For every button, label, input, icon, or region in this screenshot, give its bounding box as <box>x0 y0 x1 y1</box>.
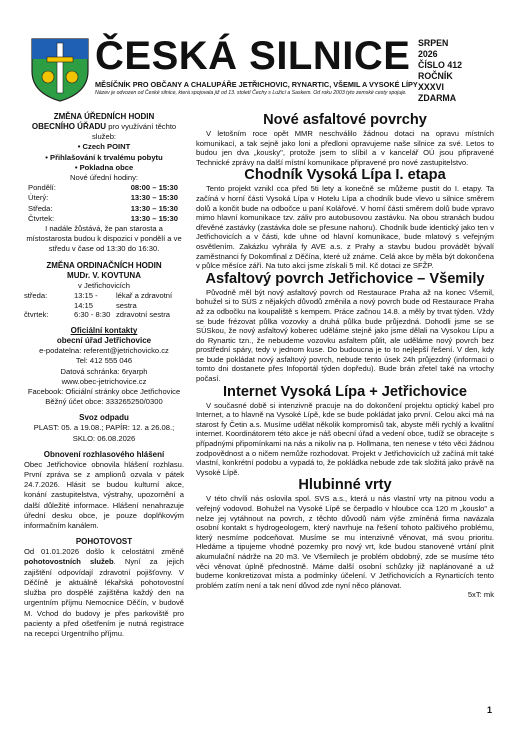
page-number: 1 <box>486 705 492 715</box>
office-hours-subheading: OBECNÍHO ÚŘADU pro využívání těchto služeb: <box>31 122 177 142</box>
doctor-place: v Jetřichovicích <box>78 280 130 290</box>
office-hours-heading: ZMĚNA ÚŘEDNÍCH HODIN <box>53 112 155 121</box>
waste-schedule: PLAST: 05. a 19.08.; PAPÍR: 12. a 26.08.; SKLO: 06.08.2026 <box>33 423 175 443</box>
doctor-time: 13:15 - 14:15 <box>74 290 98 310</box>
contact-phone: Tel: 412 555 046 <box>75 356 133 366</box>
newspaper-subtitle: MĚSÍČNÍK PRO OBČANY A CHALUPÁŘE JETŘICHOVIC, RYNARTIC, VŠEMIL A VYSOKÉ LÍPY <box>95 80 418 89</box>
article-text: V současné době si intenzivně pracuje na do dokončení projektu optický kabel pro Internet, a to hlavně na Vysoké Lípě, kde se bude pokládat jako první. Celou akci má na starost fy Četin a.s. Musíme udělat několik kompromisů tak, abyste měli rychlý a kvalitní internet. Koordinátorem této akce je náš obecní úřad a vedení obce, tudíž se obracejte s případnými připomínkami na nás a nikoliv na p. Hollmana, ten nenese v této věci žádnou zodpovědnost a o ničem nemůže rozhodovat. Projekt v Jetřichovicích už začíná mít také vlastní, konkrétní podobu a vypadá to, že pokládka nebude zde tak složitá jako právě na Vysoké Lípě. <box>196 400 495 477</box>
doctor-day: čtvrtek: <box>24 310 49 320</box>
article-text: Tento projekt vznikl cca před 5ti lety a konečně se můžeme pustit do I. etapy. Ta začíná v horní části Vysoká Lípa v Hotelu Lípa a chodník bude vlevo u silnice směrem dolů a končit bude na odbočce u paní Kolářové. V horní části směrem dolů bude vpravo mimo hlavní komunikace tzv. záliv pro autobusovou zastávku. Na obou stranách budou dřevěné zastávky (zastávka dole se přesune nahoru). Chodník bude identický jako ten v Jetřichovicích a v části, kde uhne od hlavní komunikace, bude mlatový s veřejným osvětlením. Zakázku vyhrála fy AVE a.s. z Prahy a stavbu budou provádět bývalí zaměstnanci fy Dokomfinal z Děčína, které už známe. Celá akce by měla být dokončena v půlce měsíce září. Na tuto akci jsme získali 5 mil. Kč dotaci ze SFŽP. <box>196 184 494 271</box>
doctor-hours-heading: ZMĚNA ORDINAČNÍCH HODIN <box>46 260 162 270</box>
sidebar-column <box>24 112 184 639</box>
doctor-staff: zdravotní sestra <box>116 310 171 320</box>
service-item: • Czech POINT <box>77 142 131 152</box>
contacts-heading: Oficiální kontakty <box>70 326 138 336</box>
municipal-crest-icon <box>30 37 90 102</box>
issue-volume-label: ROČNÍK <box>418 71 453 81</box>
hours-title: Nové úřední hodiny: <box>70 173 138 183</box>
hours-row: Středa: 13:30 – 15:30 <box>28 203 178 213</box>
service-item: • Pokladna obce <box>74 162 134 172</box>
doctor-day: středa: <box>24 290 48 300</box>
renewal-heading: Obnovení rozhlasového hlášení <box>43 449 165 459</box>
newspaper-title: ČESKÁ SILNICE <box>95 34 411 78</box>
doctor-staff: lékař a zdravotní sestra <box>116 290 173 310</box>
article-text: V této chvíli nás oslovila spol. SVS a.s., která u nás vlastní vrty na pitnou vodu a veřejný vodovod. Bohužel na Vysoké Lípě se čerpadlo v hloubce cca 120 m „kouslo" a nelze jej vytáhnout na povrch, z těchto důvodů nám výše zmíněná firma navázala osobní kontakt s hydrogeologem, který navrhuje na řešení tohoto palčivého problému, který nesmíme podceňovat. Musíme se mu intenzivně věnovat, má svou prioritu. Hledáme a tipujeme vhodné pozemky pro nový vrt, kde budou stanovené vrtání plnit akumulační nádrže na 20 m3. Ve Všemilech je problém obdobný, zde se musíme této věci věnovat úplně přednostně. Máme další osobní schůzky již naplánované a už budeme konkretizovat místa a podmínky účelení. V Jetřichovicích a Rynarticích tento problém zatím není a tak není důvod zde nyní něco plánovat. <box>196 494 494 590</box>
office-note: I nadále žůstává, že pan starosta a místostarosta budou k dispozici v pondělí a ve středu v čase od 13:30 do 16:30. <box>26 224 182 254</box>
hours-row: Úterý: 13:30 – 15:30 <box>28 193 178 203</box>
masthead-note: Název je odvozen od České silnice, která spojovala již od 13. století Čechy s Lužicí a Saskem. Od roku 2003 tyto zemské cesty spojuje. <box>95 90 407 96</box>
issue-month: SRPEN <box>418 38 449 48</box>
issue-price: ZDARMA <box>418 93 457 103</box>
article-title: Internet Vysoká Lípa + Jetřichovice <box>222 383 467 400</box>
contact-databox: Datová schránka: 6ryarph <box>60 366 148 376</box>
doctor-time: 6:30 - 8:30 <box>74 310 111 320</box>
contact-email[interactable]: e-podatelna: referent@jetrichovicko.cz <box>39 346 169 356</box>
article-signature: 5xT: mk <box>467 590 494 600</box>
hours-row: Čtvrtek: 13:30 – 15:30 <box>28 213 178 223</box>
article-text: Původně měl být nový asfaltový povrch od Restaurace Praha až na konec Všemil, bohužel si to SÚS z nějakých důvodů změnila a nový povrch bude od Restaurace Praha až za odbočku na koupaliště s kempem. Práce začnou 14.8. a měly by trvat týden. Vždy se bude frézovat půlka vozovky a druhá půlka bude průjezdná. Dohodli jsme se se SÚSkou, že nový asfaltový koberec uděláme stejně jako jsme dělali na Vysokou Lípu a do Rynartic tzn., že nebudeme vozovku asfaltem půlit, ale uděláme nový povrch bez prostřední spáry, tedy v jednom kuse. Do budoucna je to to nejlepší řešení. V den, kdy se bude pokládat nový asfaltový povrch, nebude tento úsek 24h průjezdný (informaci o tomto dni dostanete přes Infoportál týden dopředu). Bude brán zřetel také na vrtochy počasí. <box>196 287 494 384</box>
emergency-text: Od 01.01.2026 došlo k celostátní změně pohotovostních služeb. Nyní za jejich zajištění odpovídají zdravotní pojišťovny. V Děčíně je aktuálně lékařská pohotovostní služba pro dospělé zajištěna každý den na urgentním příjmu Nemocnice Děčín, v budově M. Vchod do budovy je přes parkoviště pro pacienty a před ošetřením je nutná registrace na recepci Urgentního příjmu. <box>24 547 184 638</box>
contact-website[interactable]: www.obec-jetrichovice.cz <box>61 376 147 386</box>
issue-number: ČÍSLO 412 <box>418 60 463 70</box>
doctor-name: MUDr. V. KOVTUNA <box>67 270 141 280</box>
article-title: Chodník Vysoká Lípa I. etapa <box>244 167 446 184</box>
issue-volume: XXXVI <box>418 82 444 92</box>
articles-column <box>196 112 494 600</box>
contacts-subheading: obecní úřad Jetřichovice <box>56 336 152 346</box>
emergency-heading: POHOTOVOST <box>75 537 133 547</box>
doctor-hours-table <box>24 291 184 320</box>
masthead <box>0 0 510 104</box>
waste-heading: Svoz odpadu <box>79 413 129 423</box>
article-title: Nové asfaltové povrchy <box>263 112 427 128</box>
issue-info <box>418 38 478 104</box>
service-item: • Přihlašování k trvalému pobytu <box>45 152 163 162</box>
article-text: V letošním roce opět MMR neschválilo žádnou dotaci na opravu místních komunikací, a tak sejně jako loni a předloni opravujeme naše silnice za své. Letos to budou jen dva „kousky", protože jsem to slíbil a v kancelář OÚ jsou připravené Technické zprávy na další místní komunikace připravené pro nové zastupitelstvo. <box>196 129 494 167</box>
issue-year: 2026 <box>418 49 438 59</box>
contact-account: Běžný účet obce: 333265250/0300 <box>45 397 163 407</box>
article-title: Asfaltový povrch Jetřichovice – Všemily <box>205 270 485 287</box>
article-title: Hlubinné vrty <box>298 477 392 494</box>
contact-facebook[interactable]: Facebook: Oficiální stránky obce Jetřichovice <box>27 387 181 397</box>
renewal-text: Obec Jetřichovice obnovila hlášení rozhlasu. První zpráva se z amplionů ozvala v pátek 24.7.2026. Hlásit se budou kulturní akce, konání zastupitelstva, výstrahy, upozornění a další důležité informace. Hlášení nenahrazuje úřední desku obce, je pouze doplňkovým informačním kanálem. <box>24 459 184 531</box>
hours-row: Pondělí: 08:00 – 15:30 <box>28 183 178 193</box>
